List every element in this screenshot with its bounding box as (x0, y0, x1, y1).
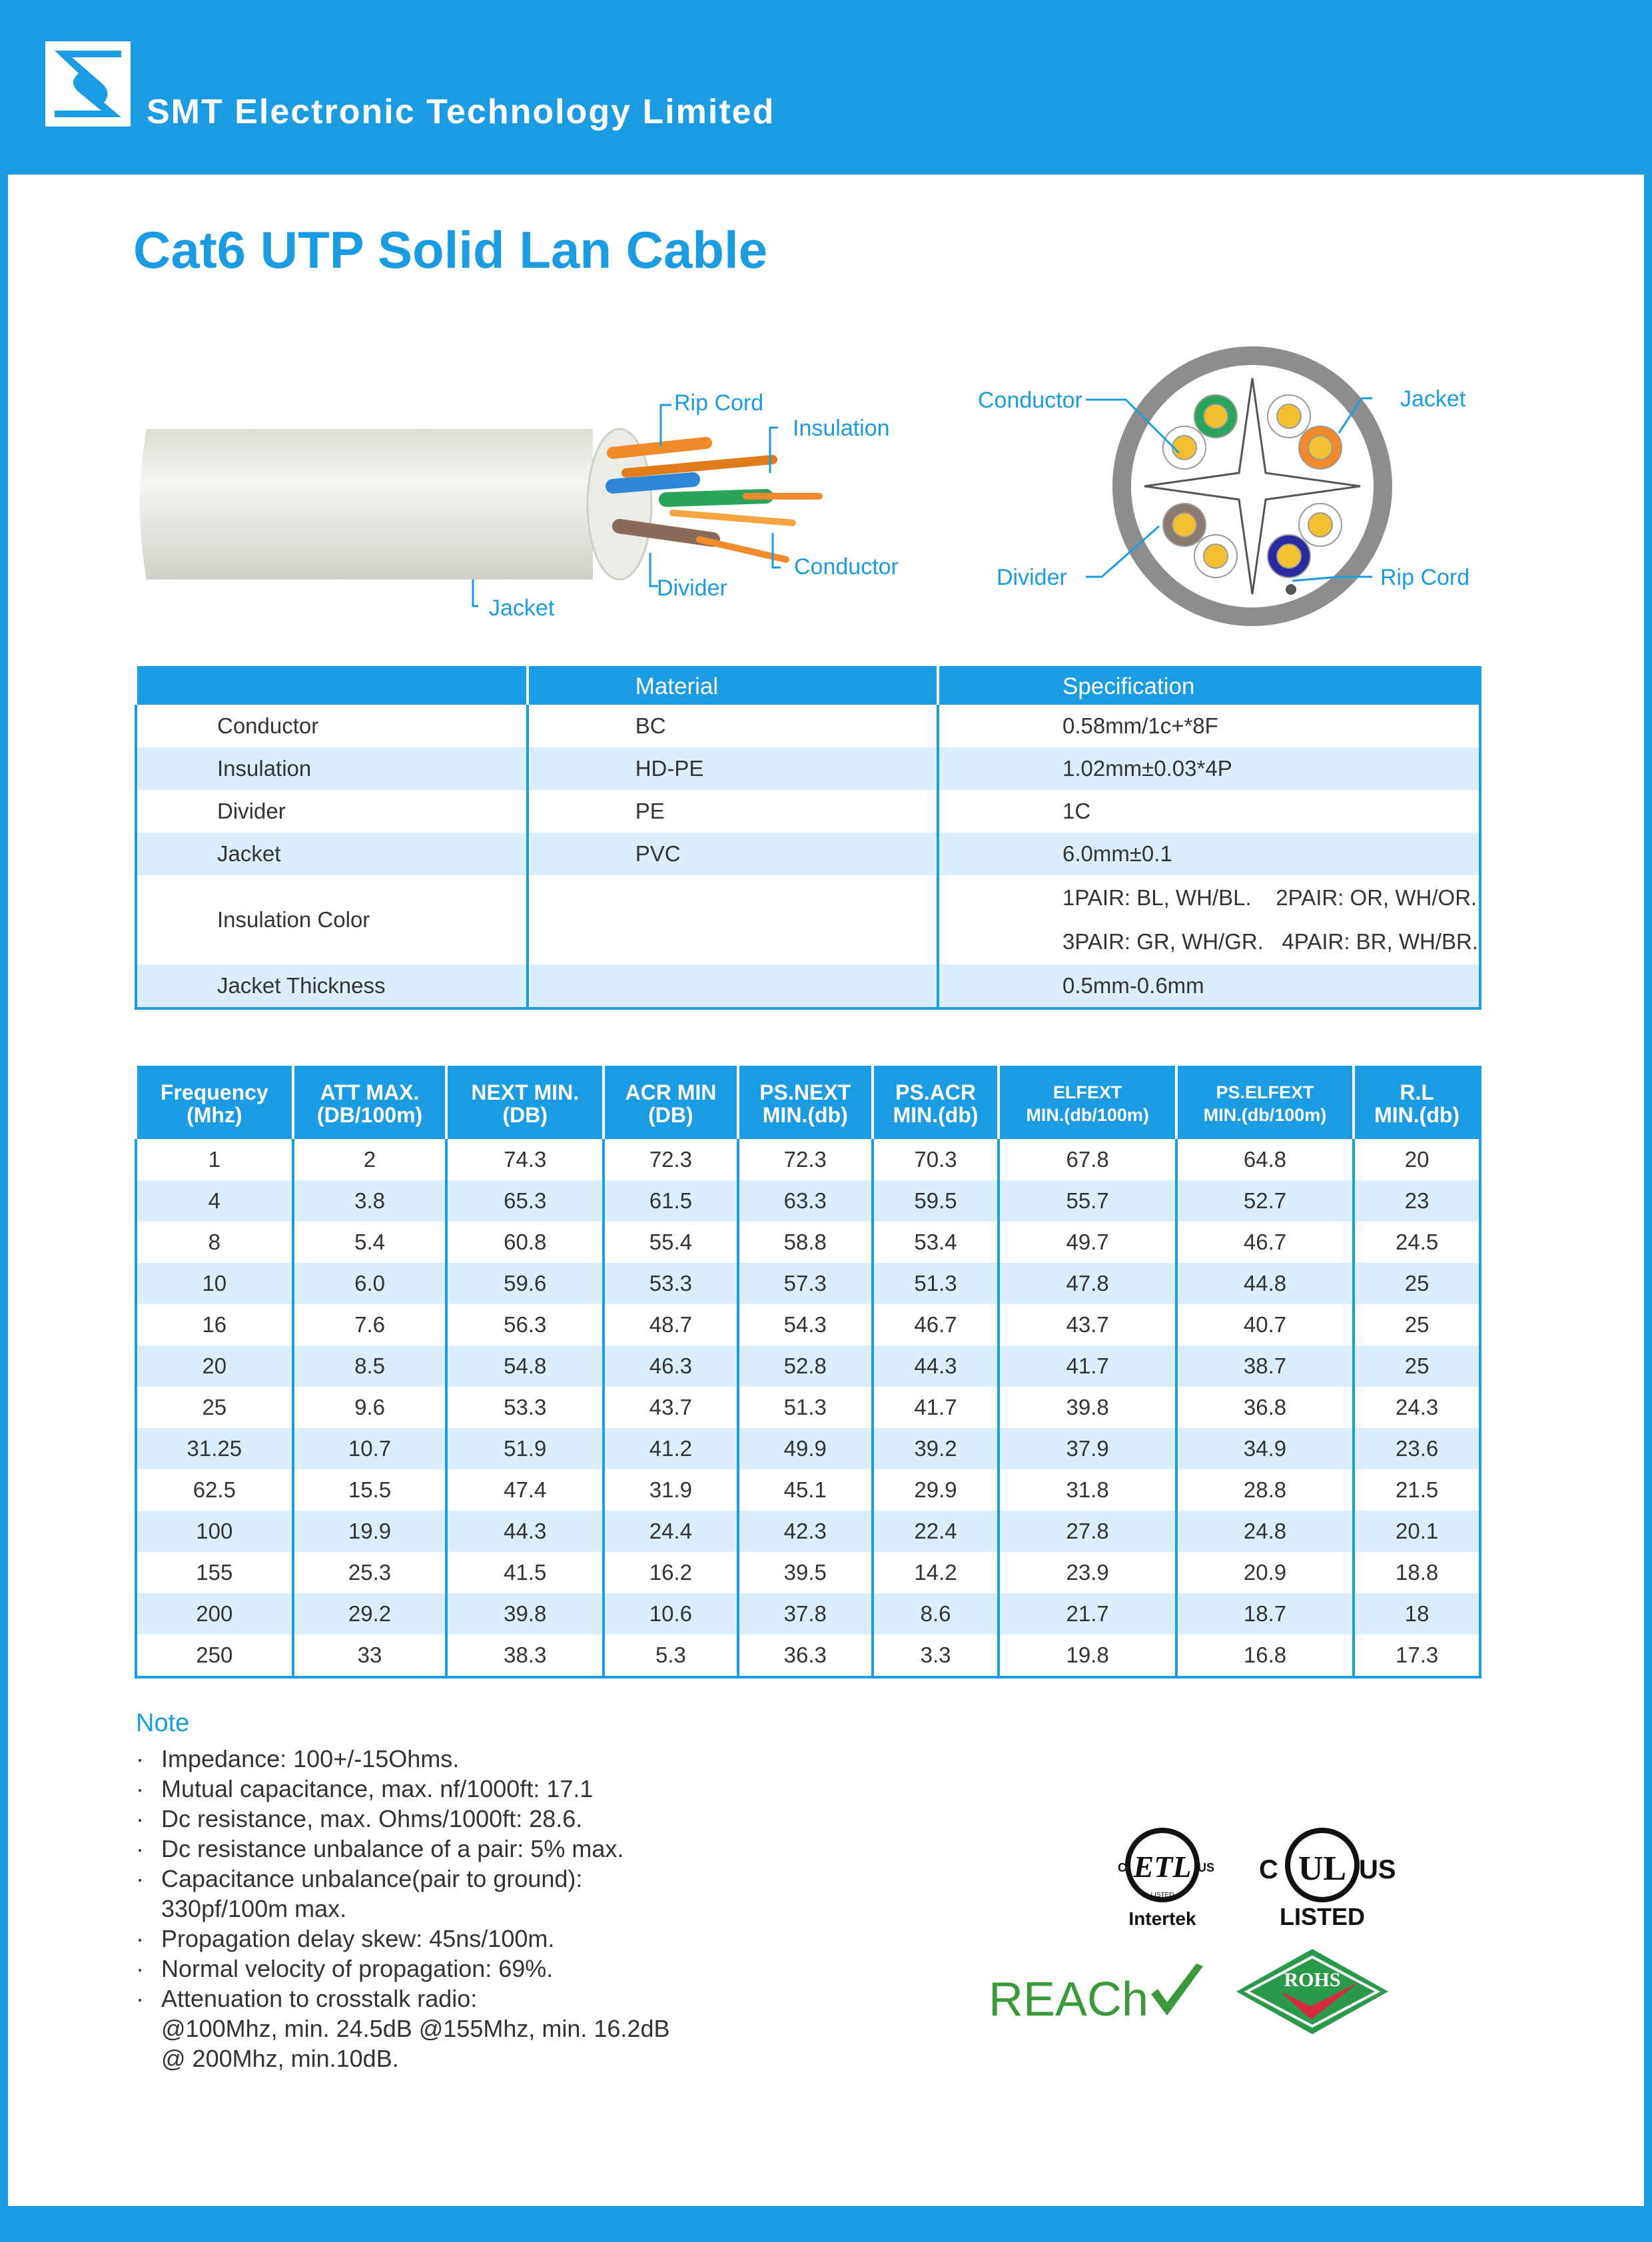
label-divider: Divider (657, 575, 727, 601)
material-name: Divider (136, 790, 528, 833)
performance-row (136, 1180, 1480, 1222)
label-insulation: Insulation (793, 416, 890, 441)
performance-cell: 100 (136, 1511, 293, 1552)
page-title: Cat6 UTP Solid Lan Cable (133, 220, 768, 279)
performance-header-line: MIN.(db/100m) (1203, 1105, 1327, 1125)
performance-cell: 52.7 (1176, 1180, 1354, 1222)
performance-cell: 10.7 (293, 1428, 447, 1469)
performance-header-line: (Mhz) (187, 1103, 242, 1127)
performance-cell: 60.8 (446, 1222, 604, 1263)
rohs-logo (1232, 1945, 1392, 2038)
performance-header-line: PS.NEXT (759, 1080, 851, 1104)
performance-row (136, 1222, 1480, 1263)
performance-header-cell (446, 1067, 604, 1139)
material-spec-line: 3PAIR: GR, WH/GR. 4PAIR: BR, WH/BR. (1062, 929, 1478, 954)
header-bar (0, 0, 1652, 175)
performance-cell: 51.3 (873, 1263, 999, 1304)
performance-header-line: PS.ELFEXT (1216, 1082, 1314, 1102)
performance-cell: 54.3 (738, 1304, 873, 1345)
ul-mark-text: UL (1298, 1850, 1347, 1888)
materials-header-spec: Specification (938, 667, 1480, 705)
note-item (136, 1774, 869, 1804)
performance-cell: 55.4 (604, 1222, 738, 1263)
label-divider-cross: Divider (997, 565, 1067, 590)
performance-cell: 155 (136, 1552, 293, 1593)
performance-row (136, 1552, 1480, 1593)
performance-cell: 61.5 (604, 1180, 738, 1222)
performance-cell: 54.8 (446, 1345, 604, 1387)
ul-us-text: US (1359, 1855, 1396, 1884)
performance-header-row (136, 1067, 1480, 1139)
label-jacket: Jacket (489, 595, 555, 621)
materials-row (136, 790, 1480, 833)
performance-cell: 25 (1354, 1304, 1480, 1345)
bullet-icon: · (136, 1745, 144, 1772)
note-text: Impedance: 100+/-15Ohms. (161, 1745, 460, 1772)
performance-cell: 53.4 (873, 1222, 999, 1263)
materials-row (136, 833, 1480, 875)
performance-header-line: (DB/100m) (316, 1103, 423, 1127)
performance-cell: 8.6 (873, 1593, 999, 1635)
performance-cell: 4 (136, 1180, 293, 1222)
materials-row (136, 747, 1480, 790)
performance-header-line: ACR MIN (625, 1080, 717, 1104)
material-spec: 1C (938, 790, 1480, 833)
performance-cell: 63.3 (738, 1180, 873, 1222)
materials-row (136, 964, 1480, 1008)
bullet-icon: · (136, 1865, 144, 1892)
performance-cell: 14.2 (873, 1552, 999, 1593)
performance-header-cell (1354, 1067, 1480, 1139)
performance-cell: 29.2 (293, 1593, 447, 1635)
performance-row (136, 1635, 1480, 1677)
performance-cell: 17.3 (1354, 1635, 1480, 1677)
performance-header-cell (293, 1067, 447, 1139)
performance-cell: 74.3 (446, 1139, 604, 1180)
material-spec-line: 1PAIR: BL, WH/BL. 2PAIR: OR, WH/OR. (1062, 885, 1477, 910)
ul-c-text: C (1259, 1855, 1278, 1884)
performance-header-cell (136, 1067, 293, 1139)
label-jacket-cross: Jacket (1400, 386, 1466, 412)
performance-cell: 39.8 (446, 1593, 604, 1635)
performance-cell: 41.2 (604, 1428, 738, 1469)
bullet-icon: · (136, 1955, 144, 1982)
performance-cell: 45.1 (738, 1469, 873, 1511)
note-item (136, 1834, 869, 1864)
performance-cell: 47.4 (446, 1469, 604, 1511)
performance-row (136, 1593, 1480, 1635)
performance-cell: 51.3 (738, 1387, 873, 1428)
performance-cell: 38.7 (1176, 1345, 1354, 1387)
performance-cell: 53.3 (604, 1263, 738, 1304)
performance-cell: 24.5 (1354, 1222, 1480, 1263)
performance-header-line: PS.ACR (895, 1080, 976, 1104)
performance-cell: 56.3 (446, 1304, 604, 1345)
material-value: HD-PE (528, 747, 938, 790)
performance-cell: 19.8 (999, 1635, 1176, 1677)
note-item (136, 1804, 869, 1834)
material-name: Insulation Color (136, 875, 528, 964)
performance-cell: 10.6 (604, 1593, 738, 1635)
materials-header-material: Material (528, 667, 938, 705)
performance-cell: 42.3 (738, 1511, 873, 1552)
performance-header-line: MIN.(db) (1374, 1103, 1460, 1127)
note-item (136, 1864, 869, 1924)
performance-row (136, 1428, 1480, 1469)
performance-cell: 38.3 (446, 1635, 604, 1677)
performance-cell: 37.8 (738, 1593, 873, 1635)
performance-cell: 65.3 (446, 1180, 604, 1222)
performance-cell: 70.3 (873, 1139, 999, 1180)
material-spec: 0.5mm-0.6mm (938, 964, 1480, 1008)
etl-mark-text: ETL (1133, 1850, 1192, 1884)
performance-cell: 25 (1354, 1345, 1480, 1387)
performance-cell: 31.9 (604, 1469, 738, 1511)
performance-cell: 10 (136, 1263, 293, 1304)
material-value: PE (528, 790, 938, 833)
note-text: Normal velocity of propagation: 69%. (161, 1955, 554, 1982)
note-text: Capacitance unbalance(pair to ground): 330pf/100m max. (161, 1865, 583, 1922)
material-name: Jacket (136, 833, 528, 875)
note-item (136, 1744, 869, 1774)
performance-row (136, 1345, 1480, 1387)
label-rip-cord: Rip Cord (674, 390, 764, 416)
performance-cell: 36.8 (1176, 1387, 1354, 1428)
performance-row (136, 1263, 1480, 1304)
performance-cell: 72.3 (738, 1139, 873, 1180)
check-icon (1151, 1964, 1203, 2016)
performance-cell: 19.9 (293, 1511, 447, 1552)
company-logo (45, 41, 131, 127)
note-text: Dc resistance unbalance of a pair: 5% max. (161, 1835, 624, 1862)
material-value: PVC (528, 833, 938, 875)
material-spec-colors (938, 875, 1480, 964)
materials-header-blank (136, 667, 528, 705)
performance-row (136, 1304, 1480, 1345)
performance-header-line: (DB) (648, 1103, 693, 1127)
performance-cell: 43.7 (604, 1387, 738, 1428)
performance-cell: 64.8 (1176, 1139, 1354, 1180)
materials-table (135, 666, 1481, 1010)
performance-cell: 7.6 (293, 1304, 447, 1345)
materials-header-row (136, 667, 1480, 705)
performance-cell: 31.8 (999, 1469, 1176, 1511)
materials-row (136, 705, 1480, 747)
performance-cell: 39.8 (999, 1387, 1176, 1428)
bullet-icon: · (136, 1985, 144, 2012)
performance-cell: 40.7 (1176, 1304, 1354, 1345)
performance-cell: 62.5 (136, 1469, 293, 1511)
material-name: Insulation (136, 747, 528, 790)
performance-cell: 41.5 (446, 1552, 604, 1593)
performance-cell: 43.7 (999, 1304, 1176, 1345)
note-text: Dc resistance, max. Ohms/1000ft: 28.6. (161, 1805, 583, 1832)
performance-header-line: ATT MAX. (320, 1080, 420, 1104)
performance-header-line: ELFEXT (1052, 1082, 1122, 1102)
performance-cell: 16.2 (604, 1552, 738, 1593)
performance-cell: 250 (136, 1635, 293, 1677)
ul-listed-logo (1252, 1818, 1396, 1932)
performance-cell: 24.4 (604, 1511, 738, 1552)
company-name: SMT Electronic Technology Limited (147, 93, 775, 131)
material-spec: 0.58mm/1c+*8F (938, 705, 1480, 747)
performance-cell: 27.8 (999, 1511, 1176, 1552)
performance-cell: 8.5 (293, 1345, 447, 1387)
performance-cell: 44.3 (873, 1345, 999, 1387)
performance-cell: 5.4 (293, 1222, 447, 1263)
material-name: Jacket Thickness (136, 964, 528, 1008)
performance-cell: 20 (136, 1345, 293, 1387)
performance-row (136, 1469, 1480, 1511)
note-item (136, 1984, 869, 2073)
performance-cell: 47.8 (999, 1263, 1176, 1304)
bullet-icon: · (136, 1925, 144, 1952)
performance-cell: 41.7 (873, 1387, 999, 1428)
performance-row (136, 1139, 1480, 1180)
performance-header-line: (DB) (502, 1103, 548, 1127)
performance-cell: 23.6 (1354, 1428, 1480, 1469)
performance-cell: 23.9 (999, 1552, 1176, 1593)
performance-cell: 57.3 (738, 1263, 873, 1304)
performance-cell: 3.8 (293, 1180, 447, 1222)
performance-cell: 53.3 (446, 1387, 604, 1428)
performance-cell: 49.7 (999, 1222, 1176, 1263)
right-border (1644, 175, 1652, 2206)
etl-c-text: C (1118, 1861, 1126, 1874)
performance-cell: 72.3 (604, 1139, 738, 1180)
performance-cell: 5.3 (604, 1635, 738, 1677)
performance-cell: 44.3 (446, 1511, 604, 1552)
performance-cell: 37.9 (999, 1428, 1176, 1469)
performance-cell: 28.8 (1176, 1469, 1354, 1511)
performance-cell: 3.3 (873, 1635, 999, 1677)
performance-cell: 44.8 (1176, 1263, 1354, 1304)
performance-table (135, 1066, 1481, 1679)
performance-cell: 20.1 (1354, 1511, 1480, 1552)
performance-cell: 20 (1354, 1139, 1480, 1180)
material-spec: 6.0mm±0.1 (938, 833, 1480, 875)
performance-cell: 6.0 (293, 1263, 447, 1304)
performance-header-line: MIN.(db) (762, 1103, 848, 1127)
performance-cell: 24.3 (1354, 1387, 1480, 1428)
note-item (136, 1924, 869, 1954)
performance-cell: 18.7 (1176, 1593, 1354, 1635)
performance-header-line: Frequency (160, 1080, 268, 1104)
performance-cell: 67.8 (999, 1139, 1176, 1180)
performance-cell: 33 (293, 1635, 447, 1677)
material-value (528, 875, 938, 964)
performance-header-cell (738, 1067, 873, 1139)
performance-cell: 59.5 (873, 1180, 999, 1222)
material-name: Conductor (136, 705, 528, 747)
rohs-text: ROHS (1284, 1969, 1341, 1991)
materials-row (136, 875, 1480, 964)
performance-cell: 55.7 (999, 1180, 1176, 1222)
bullet-icon: · (136, 1775, 144, 1802)
label-conductor: Conductor (794, 554, 899, 579)
performance-cell: 34.9 (1176, 1428, 1354, 1469)
performance-cell: 200 (136, 1593, 293, 1635)
performance-cell: 36.3 (738, 1635, 873, 1677)
performance-header-cell (999, 1067, 1176, 1139)
performance-cell: 1 (136, 1139, 293, 1180)
performance-cell: 21.5 (1354, 1469, 1480, 1511)
note-text: Attenuation to crosstalk radio: @100Mhz, min. 24.5dB @155Mhz, min. 16.2dB @ 200Mhz, min.10dB. (161, 1985, 670, 2072)
performance-cell: 41.7 (999, 1345, 1176, 1387)
reach-logo (986, 1958, 1212, 2032)
bullet-icon: · (136, 1805, 144, 1832)
reach-text: REACh (989, 1973, 1149, 2026)
performance-cell: 15.5 (293, 1469, 447, 1511)
performance-cell: 16 (136, 1304, 293, 1345)
performance-cell: 20.9 (1176, 1552, 1354, 1593)
notes-list (136, 1744, 869, 2073)
notes-title: Note (136, 1709, 190, 1737)
performance-cell: 18 (1354, 1593, 1480, 1635)
left-border (0, 175, 8, 2206)
material-value (528, 964, 938, 1008)
performance-header-line: MIN.(db) (893, 1103, 979, 1127)
performance-header-line: MIN.(db/100m) (1026, 1105, 1149, 1125)
performance-cell: 48.7 (604, 1304, 738, 1345)
performance-cell: 2 (293, 1139, 447, 1180)
performance-row (136, 1511, 1480, 1552)
performance-cell: 59.6 (446, 1263, 604, 1304)
performance-cell: 46.7 (873, 1304, 999, 1345)
note-text: Mutual capacitance, max. nf/1000ft: 17.1 (161, 1775, 594, 1802)
label-rip-cord-cross: Rip Cord (1380, 565, 1470, 590)
performance-cell: 46.3 (604, 1345, 738, 1387)
ul-listed-text: LISTED (1279, 1903, 1366, 1930)
performance-cell: 58.8 (738, 1222, 873, 1263)
performance-header-line: R.L (1400, 1080, 1434, 1104)
label-conductor-cross: Conductor (978, 388, 1082, 413)
performance-cell: 51.9 (446, 1428, 604, 1469)
etl-us-text: US (1198, 1861, 1215, 1874)
performance-header-cell (1176, 1067, 1354, 1139)
performance-cell: 25 (136, 1387, 293, 1428)
note-text: Propagation delay skew: 45ns/100m. (161, 1925, 555, 1952)
footer-bar (0, 2206, 1652, 2242)
performance-cell: 25.3 (293, 1552, 447, 1593)
performance-cell: 25 (1354, 1263, 1480, 1304)
performance-cell: 16.8 (1176, 1635, 1354, 1677)
performance-cell: 18.8 (1354, 1552, 1480, 1593)
intertek-text: Intertek (1128, 1908, 1196, 1929)
bullet-icon: · (136, 1835, 144, 1862)
performance-cell: 8 (136, 1222, 293, 1263)
performance-cell: 52.8 (738, 1345, 873, 1387)
performance-cell: 31.25 (136, 1428, 293, 1469)
cross-callout-lines (1086, 386, 1406, 586)
performance-cell: 39.2 (873, 1428, 999, 1469)
performance-cell: 9.6 (293, 1387, 447, 1428)
performance-cell: 39.5 (738, 1552, 873, 1593)
note-item (136, 1954, 869, 1984)
etl-listed-text: LISTED (1150, 1892, 1174, 1899)
performance-cell: 24.8 (1176, 1511, 1354, 1552)
performance-cell: 23 (1354, 1180, 1480, 1222)
performance-header-cell (604, 1067, 738, 1139)
performance-cell: 29.9 (873, 1469, 999, 1511)
performance-row (136, 1387, 1480, 1428)
material-value: BC (528, 705, 938, 747)
material-spec: 1.02mm±0.03*4P (938, 747, 1480, 790)
performance-header-cell (873, 1067, 999, 1139)
performance-cell: 49.9 (738, 1428, 873, 1469)
performance-cell: 21.7 (999, 1593, 1176, 1635)
performance-header-line: NEXT MIN. (471, 1080, 580, 1104)
performance-cell: 22.4 (873, 1511, 999, 1552)
performance-cell: 46.7 (1176, 1222, 1354, 1263)
etl-listed-logo (1106, 1818, 1219, 1932)
